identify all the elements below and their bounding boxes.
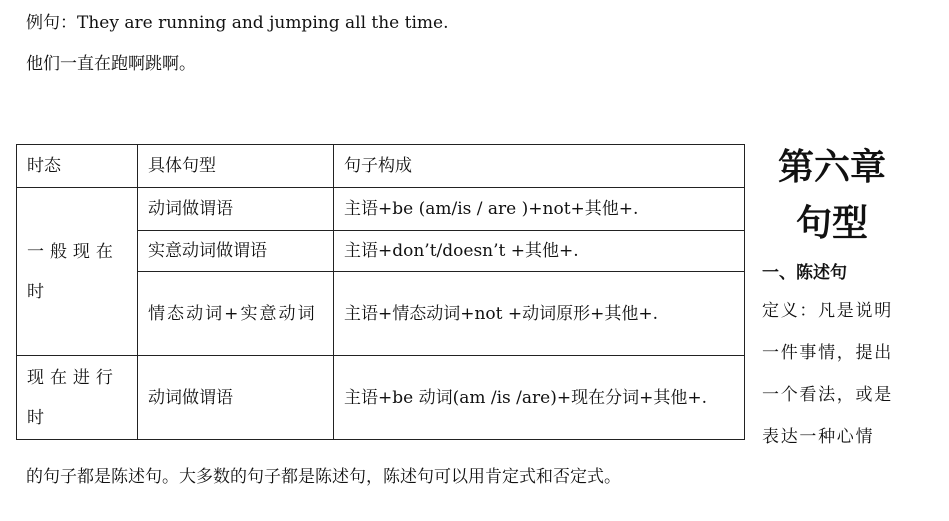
cell-pattern: 情态动词+实意动词: [138, 272, 334, 356]
table-row: [17, 188, 745, 231]
header-pattern: 具体句型: [138, 145, 334, 188]
cell-pattern: 动词做谓语: [138, 188, 334, 231]
cell-tense-simple-present: 一般现在时: [17, 188, 138, 356]
cell-structure: 主语+don’t/doesn’t +其他+.: [334, 231, 745, 272]
example-sentence-english: 例句：They are running and jumping all the time.: [26, 13, 449, 33]
cell-pattern: 实意动词做谓语: [138, 231, 334, 272]
cell-structure: 主语+情态动词+not +动词原形+其他+.: [334, 272, 745, 356]
cell-structure: 主语+be (am/is / are )+not+其他+.: [334, 188, 745, 231]
section-heading: 一、陈述句: [762, 263, 847, 283]
example-sentence-chinese: 他们一直在跑啊跳啊。: [26, 54, 196, 74]
chapter-title-line1: 第六章: [777, 147, 886, 188]
definition-text: 定义：凡是说明一件事情，提出一个看法，或是表达一种心情: [762, 301, 893, 447]
header-structure: 句子构成: [334, 145, 745, 188]
chapter-title: [762, 140, 902, 252]
table-row: [17, 356, 745, 440]
cell-tense-present-continuous: 现在进行时: [17, 356, 138, 440]
chapter-title-line2: 句型: [795, 203, 868, 244]
table-header-row: [17, 145, 745, 188]
cell-structure: 主语+be 动词(am /is /are)+现在分词+其他+.: [334, 356, 745, 440]
definition-continuation: 的句子都是陈述句。大多数的句子都是陈述句，陈述句可以用肯定式和否定式。: [26, 467, 621, 487]
sentence-pattern-table: [16, 144, 745, 440]
cell-pattern: 动词做谓语: [138, 356, 334, 440]
header-tense: 时态: [17, 145, 138, 188]
